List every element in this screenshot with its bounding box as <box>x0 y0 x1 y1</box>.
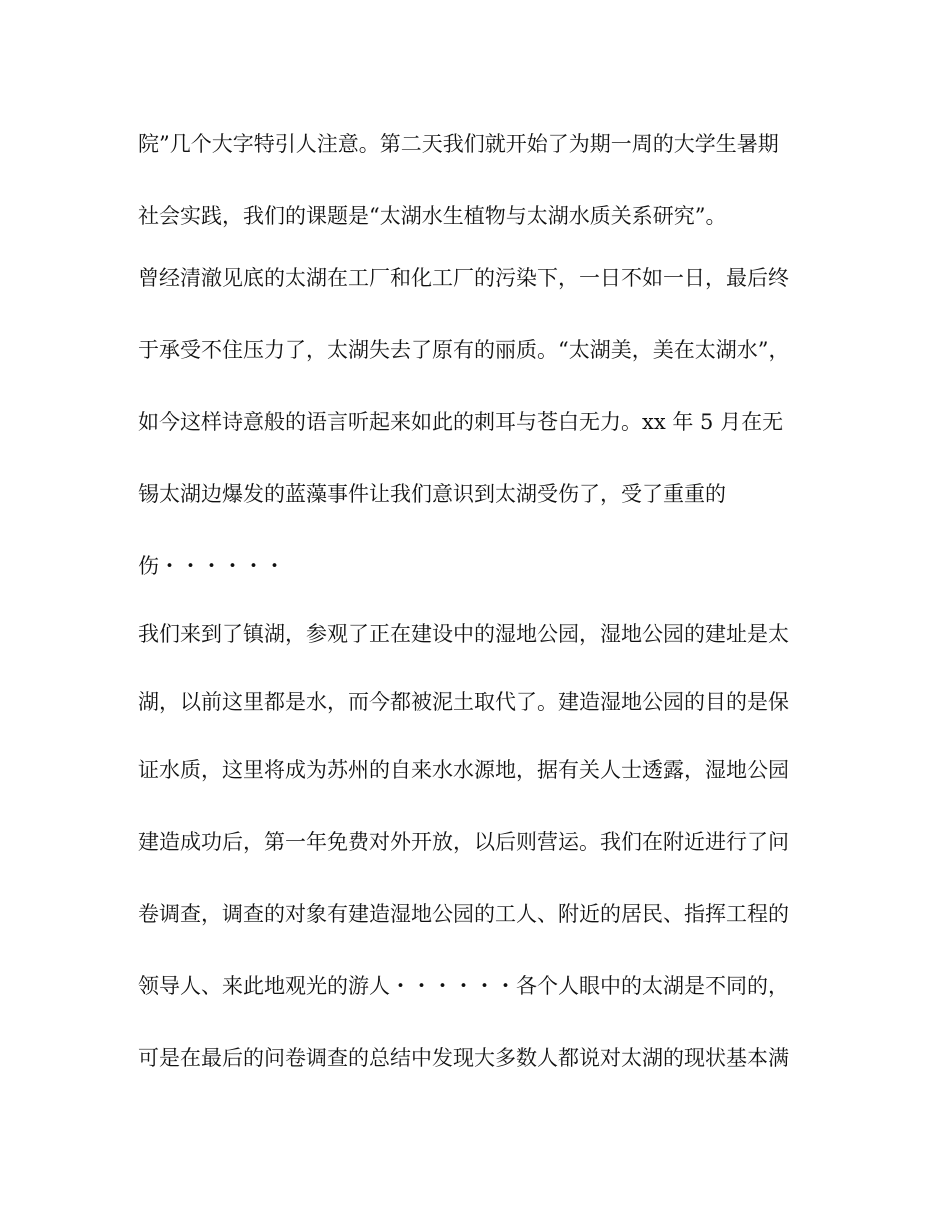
text-line: 曾经清澈见底的太湖在工厂和化工厂的污染下，一日不如一日，最后终 <box>138 266 789 290</box>
text-line: 我们来到了镇湖，参观了正在建设中的湿地公园，湿地公园的建址是太 <box>138 622 789 646</box>
text-line: 卷调查，调查的对象有建造湿地公园的工人、附近的居民、指挥工程的 <box>138 902 789 926</box>
text-line: 如今这样诗意般的语言听起来如此的刺耳与苍白无力。xx 年 5 月在无 <box>138 410 784 434</box>
text-line: 伤・・・・・・ <box>138 554 285 578</box>
text-line: 领导人、来此地观光的游人・・・・・・各个人眼中的太湖是不同的， <box>138 974 789 998</box>
text-line: 可是在最后的问卷调查的总结中发现大多数人都说对太湖的现状基本满 <box>138 1046 789 1070</box>
text-line: 社会实践，我们的课题是“太湖水生植物与太湖水质关系研究”。 <box>138 204 727 228</box>
text-line: 证水质，这里将成为苏州的自来水水源地，据有关人士透露，湿地公园 <box>138 758 789 782</box>
text-line: 建造成功后，第一年免费对外开放，以后则营运。我们在附近进行了问 <box>138 830 789 854</box>
text-line: 于承受不住压力了，太湖失去了原有的丽质。“太湖美，美在太湖水”， <box>138 338 790 362</box>
text-line: 湖，以前这里都是水，而今都被泥土取代了。建造湿地公园的目的是保 <box>138 690 789 714</box>
text-line: 院”几个大字特引人注意。第二天我们就开始了为期一周的大学生暑期 <box>138 132 779 156</box>
text-line: 锡太湖边爆发的蓝藻事件让我们意识到太湖受伤了，受了重重的 <box>138 482 726 506</box>
